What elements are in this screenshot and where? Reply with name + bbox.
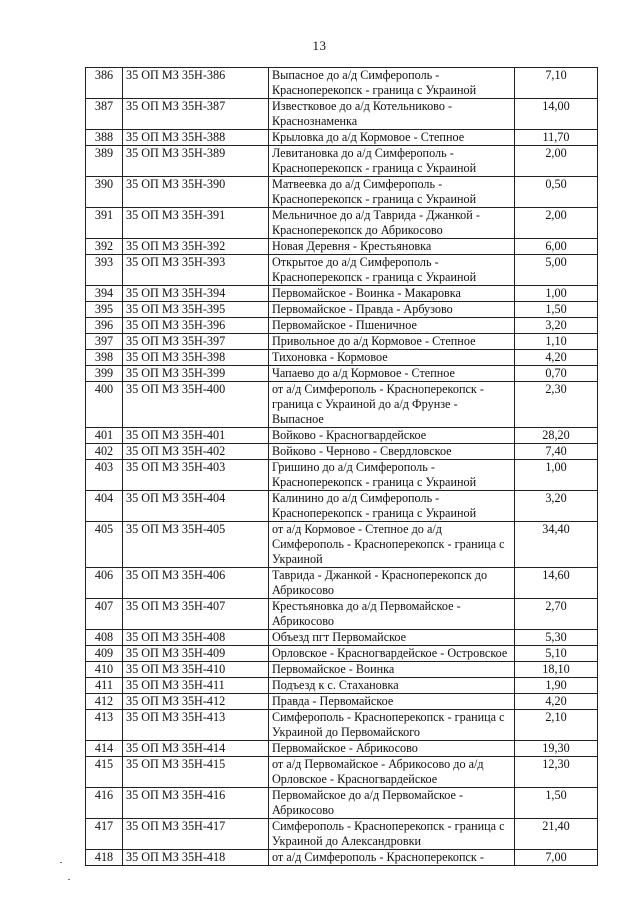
row-number-cell: 403 [86, 460, 123, 491]
road-name-cell: Выпасное до а/д Симферополь - Красноперекопск - граница с Украиной [269, 68, 515, 99]
road-length-cell: 1,50 [515, 302, 598, 318]
road-name-cell: Первомайское - Пшеничное [269, 318, 515, 334]
row-number-cell: 400 [86, 382, 123, 428]
road-code-cell: 35 ОП МЗ 35Н-404 [123, 491, 269, 522]
row-number-cell: 417 [86, 819, 123, 850]
table-row [86, 788, 598, 819]
road-name-cell: Калинино до а/д Симферополь - Красноперекопск - граница с Украиной [269, 491, 515, 522]
road-name-cell: Мельничное до а/д Таврида - Джанкой - Красноперекопск до Абрикосово [269, 208, 515, 239]
table-row [86, 568, 598, 599]
table-row [86, 694, 598, 710]
road-name-cell: Объезд пгт Первомайское [269, 630, 515, 646]
row-number-cell: 406 [86, 568, 123, 599]
road-length-cell: 14,00 [515, 99, 598, 130]
road-code-cell: 35 ОП МЗ 35Н-415 [123, 757, 269, 788]
road-length-cell: 3,20 [515, 491, 598, 522]
table-row [86, 302, 598, 318]
road-length-cell: 5,10 [515, 646, 598, 662]
road-code-cell: 35 ОП МЗ 35Н-395 [123, 302, 269, 318]
road-name-cell: Таврида - Джанкой - Красноперекопск до Абрикосово [269, 568, 515, 599]
road-name-cell: Симферополь - Красноперекопск - граница с Украиной до Александровки [269, 819, 515, 850]
road-code-cell: 35 ОП МЗ 35Н-413 [123, 710, 269, 741]
row-number-cell: 397 [86, 334, 123, 350]
road-length-cell: 1,00 [515, 460, 598, 491]
road-name-cell: Новая Деревня - Крестьяновка [269, 239, 515, 255]
road-length-cell: 12,30 [515, 757, 598, 788]
road-code-cell: 35 ОП МЗ 35Н-403 [123, 460, 269, 491]
road-code-cell: 35 ОП МЗ 35Н-390 [123, 177, 269, 208]
table-row [86, 382, 598, 428]
scan-speck [68, 879, 70, 880]
road-name-cell: Первомайское - Правда - Арбузово [269, 302, 515, 318]
road-code-cell: 35 ОП МЗ 35Н-402 [123, 444, 269, 460]
road-length-cell: 5,30 [515, 630, 598, 646]
road-length-cell: 3,20 [515, 318, 598, 334]
row-number-cell: 387 [86, 99, 123, 130]
table-row [86, 710, 598, 741]
table-row [86, 662, 598, 678]
table-row [86, 491, 598, 522]
road-length-cell: 2,30 [515, 382, 598, 428]
row-number-cell: 412 [86, 694, 123, 710]
road-code-cell: 35 ОП МЗ 35Н-405 [123, 522, 269, 568]
road-length-cell: 2,10 [515, 710, 598, 741]
road-name-cell: Крестьяновка до а/д Первомайское - Абрикосово [269, 599, 515, 630]
road-code-cell: 35 ОП МЗ 35Н-398 [123, 350, 269, 366]
road-length-cell: 19,30 [515, 741, 598, 757]
table-row [86, 522, 598, 568]
road-name-cell: Гришино до а/д Симферополь - Красноперекопск - граница с Украиной [269, 460, 515, 491]
road-code-cell: 35 ОП МЗ 35Н-393 [123, 255, 269, 286]
road-code-cell: 35 ОП МЗ 35Н-407 [123, 599, 269, 630]
road-name-cell: Первомайское - Воинка - Макаровка [269, 286, 515, 302]
table-row [86, 599, 598, 630]
road-name-cell: от а/д Симферополь - Красноперекопск - [269, 850, 515, 866]
road-length-cell: 28,20 [515, 428, 598, 444]
road-code-cell: 35 ОП МЗ 35Н-409 [123, 646, 269, 662]
road-code-cell: 35 ОП МЗ 35Н-389 [123, 146, 269, 177]
row-number-cell: 411 [86, 678, 123, 694]
road-code-cell: 35 ОП МЗ 35Н-418 [123, 850, 269, 866]
road-name-cell: от а/д Симферополь - Красноперекопск - граница с Украиной до а/д Фрунзе - Выпасное [269, 382, 515, 428]
road-code-cell: 35 ОП МЗ 35Н-410 [123, 662, 269, 678]
road-code-cell: 35 ОП МЗ 35Н-406 [123, 568, 269, 599]
roads-table-body [86, 68, 598, 866]
road-name-cell: от а/д Первомайское - Абрикосово до а/д Орловское - Красногвардейское [269, 757, 515, 788]
road-name-cell: Первомайское - Абрикосово [269, 741, 515, 757]
row-number-cell: 414 [86, 741, 123, 757]
row-number-cell: 404 [86, 491, 123, 522]
road-length-cell: 1,90 [515, 678, 598, 694]
row-number-cell: 388 [86, 130, 123, 146]
row-number-cell: 393 [86, 255, 123, 286]
road-length-cell: 11,70 [515, 130, 598, 146]
road-length-cell: 21,40 [515, 819, 598, 850]
table-row [86, 678, 598, 694]
road-length-cell: 4,20 [515, 694, 598, 710]
row-number-cell: 413 [86, 710, 123, 741]
table-row [86, 68, 598, 99]
road-code-cell: 35 ОП МЗ 35Н-387 [123, 99, 269, 130]
road-length-cell: 7,40 [515, 444, 598, 460]
road-length-cell: 4,20 [515, 350, 598, 366]
table-row [86, 444, 598, 460]
table-row [86, 146, 598, 177]
road-name-cell: Левитановка до а/д Симферополь - Красноперекопск - граница с Украиной [269, 146, 515, 177]
row-number-cell: 392 [86, 239, 123, 255]
page-number: 13 [312, 38, 327, 53]
road-length-cell: 2,00 [515, 208, 598, 239]
row-number-cell: 405 [86, 522, 123, 568]
road-length-cell: 1,50 [515, 788, 598, 819]
row-number-cell: 410 [86, 662, 123, 678]
table-row [86, 366, 598, 382]
row-number-cell: 418 [86, 850, 123, 866]
table-row [86, 428, 598, 444]
road-code-cell: 35 ОП МЗ 35Н-414 [123, 741, 269, 757]
road-length-cell: 34,40 [515, 522, 598, 568]
table-row [86, 334, 598, 350]
road-code-cell: 35 ОП МЗ 35Н-396 [123, 318, 269, 334]
scan-speck [60, 862, 62, 863]
table-row [86, 99, 598, 130]
row-number-cell: 386 [86, 68, 123, 99]
road-length-cell: 5,00 [515, 255, 598, 286]
table-row [86, 460, 598, 491]
road-code-cell: 35 ОП МЗ 35Н-417 [123, 819, 269, 850]
row-number-cell: 415 [86, 757, 123, 788]
table-row [86, 286, 598, 302]
road-name-cell: Крыловка до а/д Кормовое - Степное [269, 130, 515, 146]
road-name-cell: Войково - Черново - Свердловское [269, 444, 515, 460]
row-number-cell: 407 [86, 599, 123, 630]
road-length-cell: 2,00 [515, 146, 598, 177]
table-row [86, 177, 598, 208]
road-name-cell: Чапаево до а/д Кормовое - Степное [269, 366, 515, 382]
row-number-cell: 394 [86, 286, 123, 302]
road-name-cell: Правда - Первомайское [269, 694, 515, 710]
roads-table [85, 67, 598, 866]
row-number-cell: 389 [86, 146, 123, 177]
row-number-cell: 401 [86, 428, 123, 444]
row-number-cell: 398 [86, 350, 123, 366]
table-row [86, 630, 598, 646]
road-name-cell: Симферополь - Красноперекопск - граница с Украиной до Первомайского [269, 710, 515, 741]
road-name-cell: от а/д Кормовое - Степное до а/д Симферополь - Красноперекопск - граница с Украиной [269, 522, 515, 568]
table-row [86, 850, 598, 866]
road-code-cell: 35 ОП МЗ 35Н-399 [123, 366, 269, 382]
road-length-cell: 14,60 [515, 568, 598, 599]
road-length-cell: 0,70 [515, 366, 598, 382]
table-row [86, 350, 598, 366]
row-number-cell: 391 [86, 208, 123, 239]
road-code-cell: 35 ОП МЗ 35Н-388 [123, 130, 269, 146]
road-code-cell: 35 ОП МЗ 35Н-416 [123, 788, 269, 819]
table-row [86, 208, 598, 239]
road-name-cell: Привольное до а/д Кормовое - Степное [269, 334, 515, 350]
road-name-cell: Матвеевка до а/д Симферополь - Красноперекопск - граница с Украиной [269, 177, 515, 208]
table-row [86, 646, 598, 662]
road-code-cell: 35 ОП МЗ 35Н-411 [123, 678, 269, 694]
road-code-cell: 35 ОП МЗ 35Н-392 [123, 239, 269, 255]
road-code-cell: 35 ОП МЗ 35Н-408 [123, 630, 269, 646]
road-name-cell: Тихоновка - Кормовое [269, 350, 515, 366]
road-length-cell: 1,10 [515, 334, 598, 350]
road-length-cell: 1,00 [515, 286, 598, 302]
road-code-cell: 35 ОП МЗ 35Н-397 [123, 334, 269, 350]
table-row [86, 239, 598, 255]
row-number-cell: 390 [86, 177, 123, 208]
road-name-cell: Известковое до а/д Котельниково - Краснознаменка [269, 99, 515, 130]
road-name-cell: Войково - Красногвардейское [269, 428, 515, 444]
table-row [86, 741, 598, 757]
row-number-cell: 416 [86, 788, 123, 819]
row-number-cell: 409 [86, 646, 123, 662]
road-code-cell: 35 ОП МЗ 35Н-400 [123, 382, 269, 428]
row-number-cell: 402 [86, 444, 123, 460]
table-row [86, 819, 598, 850]
road-length-cell: 7,10 [515, 68, 598, 99]
road-length-cell: 2,70 [515, 599, 598, 630]
road-length-cell: 7,00 [515, 850, 598, 866]
table-row [86, 318, 598, 334]
road-name-cell: Первомайское до а/д Первомайское - Абрикосово [269, 788, 515, 819]
road-code-cell: 35 ОП МЗ 35Н-386 [123, 68, 269, 99]
row-number-cell: 408 [86, 630, 123, 646]
road-code-cell: 35 ОП МЗ 35Н-394 [123, 286, 269, 302]
road-name-cell: Первомайское - Воинка [269, 662, 515, 678]
table-row [86, 130, 598, 146]
road-name-cell: Открытое до а/д Симферополь - Красноперекопск - граница с Украиной [269, 255, 515, 286]
row-number-cell: 396 [86, 318, 123, 334]
road-length-cell: 18,10 [515, 662, 598, 678]
road-code-cell: 35 ОП МЗ 35Н-391 [123, 208, 269, 239]
row-number-cell: 399 [86, 366, 123, 382]
road-code-cell: 35 ОП МЗ 35Н-401 [123, 428, 269, 444]
table-row [86, 757, 598, 788]
road-name-cell: Орловское - Красногвардейское - Островское [269, 646, 515, 662]
road-length-cell: 0,50 [515, 177, 598, 208]
road-name-cell: Подъезд к с. Стахановка [269, 678, 515, 694]
road-code-cell: 35 ОП МЗ 35Н-412 [123, 694, 269, 710]
road-length-cell: 6,00 [515, 239, 598, 255]
table-row [86, 255, 598, 286]
row-number-cell: 395 [86, 302, 123, 318]
